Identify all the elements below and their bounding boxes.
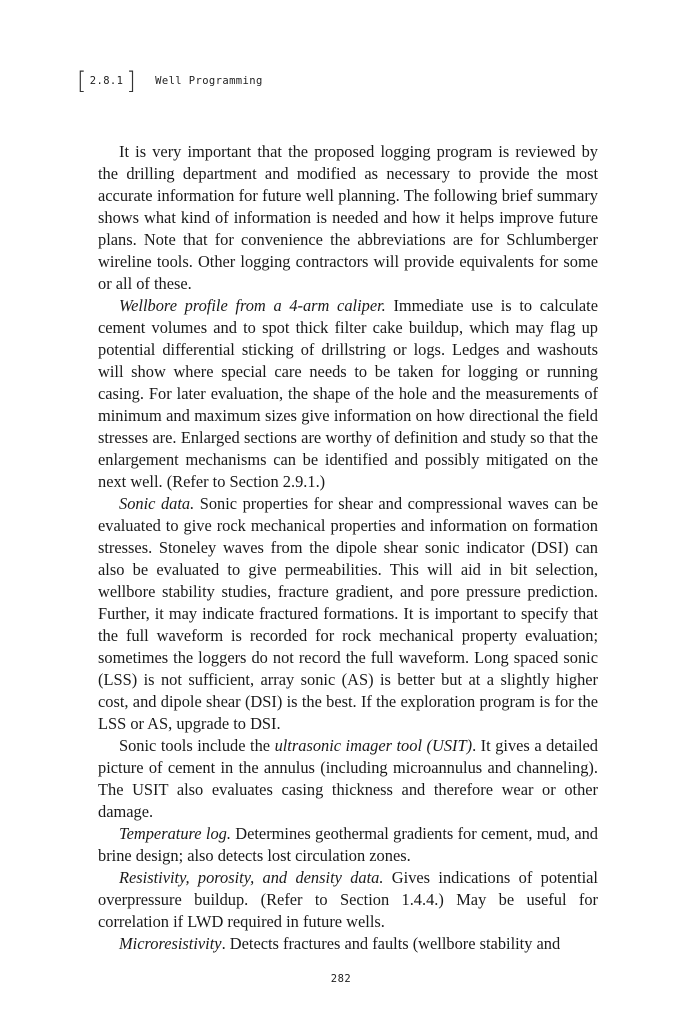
page-number: 282 bbox=[330, 973, 352, 985]
paragraph-text: Sonic properties for shear and compressional waves can be evaluated to give rock mechanical properties and information on formation stresses. Stoneley waves from the dipole shear sonic indicator (DSI) can also be evaluated to give permeabilities. This will aid in bit selection, wellbore stability studies, fracture gradient, and pore pressure prediction. Further, it may indicate fractured formations. It is important to specify that the full waveform is recorded for rock mechanical property evaluation; sometimes the loggers do not record the full waveform. Long spaced sonic (LSS) is not sufficient, array sonic (AS) is better but at a slightly higher cost, and dipole shear (DSI) is the best. If the exploration program is for the LSS or AS, upgrade to DSI. bbox=[98, 494, 599, 733]
section-bracket-open: [ bbox=[77, 67, 87, 95]
paragraph-lead: Wellbore profile from a 4-arm caliper. bbox=[119, 296, 386, 315]
paragraph-wellbore-profile bbox=[98, 295, 598, 493]
paragraph-text: . It gives a detailed picture of cement in the annulus (including microannulus and channeling). The USIT also evaluates casing thickness and therefore wear or other damage. bbox=[98, 736, 598, 821]
paragraph-text: Gives indications of potential overpressure buildup. (Refer to Section 1.4.4.) May be useful for correlation if LWD required in future wells. bbox=[98, 868, 598, 931]
paragraph-sonic-tools bbox=[98, 735, 598, 823]
paragraph-italic-term: ultrasonic imager tool (USIT) bbox=[274, 736, 473, 755]
running-title: Well Programming bbox=[155, 75, 263, 87]
paragraph-lead: Sonic data. bbox=[119, 494, 195, 513]
paragraph-text: Immediate use is to calculate cement volumes and to spot thick filter cake buildup, which may flag up potential differential sticking of drillstring or logs. Ledges and washouts will show where special care needs to be taken for logging or running casing. For later evaluation, the shape of the hole and the measurements of minimum and maximum sizes give information on how directional the field stresses are. Enlarged sections are worthy of definition and study so that the enlargement mechanisms can be identified and possibly mitigated on the next well. (Refer to Section 2.9.1.) bbox=[98, 296, 598, 491]
paragraph-resistivity bbox=[98, 867, 598, 933]
paragraph-lead: Resistivity, porosity, and density data. bbox=[119, 868, 384, 887]
paragraph-lead: Microresistivity bbox=[119, 934, 222, 953]
paragraph-intro bbox=[98, 141, 598, 295]
paragraph-text-before: Sonic tools include the bbox=[119, 736, 275, 755]
paragraph-lead: Temperature log. bbox=[119, 824, 231, 843]
paragraph-text: Determines geothermal gradients for cement, mud, and brine design; also detects lost circulation zones. bbox=[98, 824, 598, 865]
section-bracket-close: ] bbox=[126, 67, 137, 95]
running-header bbox=[77, 66, 263, 96]
paragraph-microresistivity bbox=[98, 933, 598, 955]
paragraph-text: It is very important that the proposed logging program is reviewed by the drilling department and modified as necessary to provide the most accurate information for future well planning. The following brief summary shows what kind of information is needed and how it helps improve future plans. Note that for convenience the abbreviations are for Schlumberger wireline tools. Other logging contractors will provide equivalents for some or all of these. bbox=[98, 142, 598, 293]
paragraph-sonic-data bbox=[98, 493, 598, 735]
paragraph-text: . Detects fractures and faults (wellbore stability and bbox=[221, 934, 561, 953]
paragraph-temperature-log bbox=[98, 823, 598, 867]
body-text bbox=[98, 141, 598, 955]
section-number: 2.8.1 bbox=[89, 75, 124, 87]
